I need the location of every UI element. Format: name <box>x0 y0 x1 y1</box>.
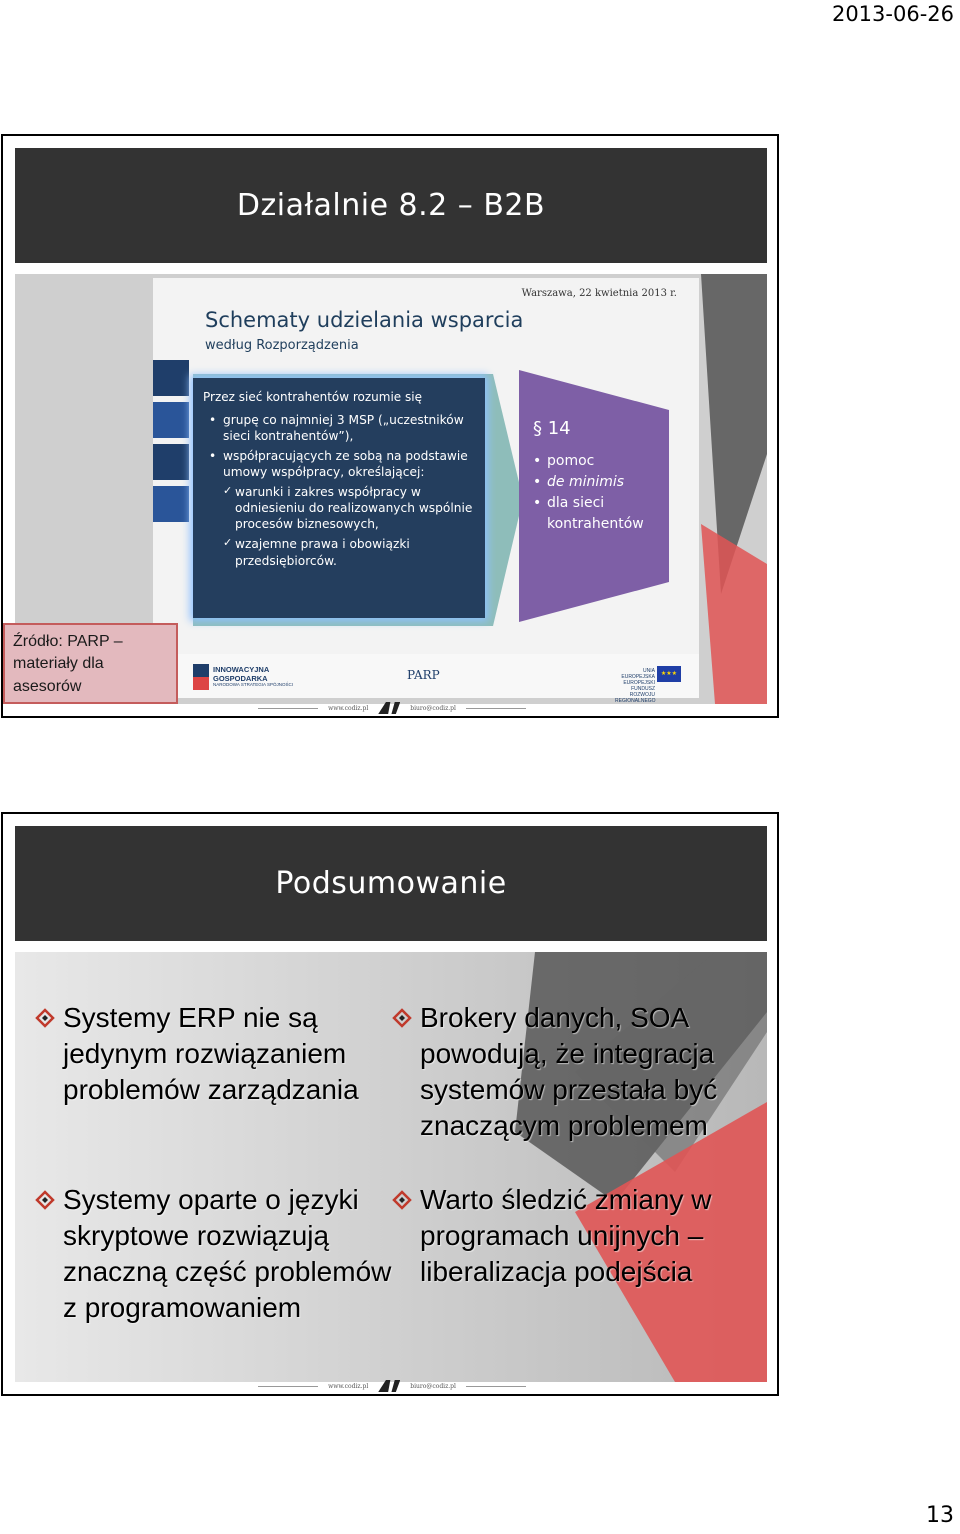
para-item: • pomoc <box>533 451 699 472</box>
summary-bullet <box>420 1000 760 1144</box>
page-number: 13 <box>926 1503 954 1528</box>
para-item: • de minimis <box>533 472 699 493</box>
embedded-screenshot <box>153 278 699 704</box>
box-intro: Przez sieć kontrahentów rozumie się <box>203 390 422 404</box>
diamond-bullet-icon <box>392 1008 412 1028</box>
slide-summary <box>1 812 779 1396</box>
slide-title-bar <box>15 826 767 941</box>
box-check-item: ✓ warunki i zakres współpracy w odniesieniu do realizowanych wspólnie procesów biznesowych, <box>203 484 475 532</box>
footer-website: www.codiz.pl <box>328 1382 369 1390</box>
embedded-date: Warszawa, 22 kwietnia 2013 r. <box>521 288 677 299</box>
para-14-block <box>533 418 699 535</box>
parp-logo: PARP <box>407 668 440 682</box>
ig-logo-subtext: NARODOWA STRATEGIA SPÓJNOŚCI <box>213 681 294 687</box>
decor-block <box>153 360 189 396</box>
summary-bullet <box>63 1182 393 1326</box>
slide-title: Działalnie 8.2 – B2B <box>236 188 546 223</box>
footer-divider <box>258 1386 318 1387</box>
codiz-logo-icon <box>378 702 400 714</box>
para-item: • dla sieci kontrahentów <box>533 493 699 535</box>
embedded-subtitle: według Rozporządzenia <box>205 338 359 353</box>
codiz-logo-icon <box>378 1380 400 1392</box>
ig-logo-text: INNOWACYJNA GOSPODARKA <box>213 665 269 683</box>
slide-title-bar <box>15 148 767 263</box>
page-date: 2013-06-26 <box>831 2 954 26</box>
footer-divider <box>466 708 526 709</box>
summary-bullet <box>63 1000 393 1108</box>
box-item: • współpracujących ze sobą na podstawie umowy współpracy, określającej: <box>203 448 475 480</box>
decor-block <box>153 402 189 438</box>
footer-email: biuro@codiz.pl <box>410 704 456 712</box>
slide-content <box>15 952 767 1382</box>
box-check-item: ✓ wzajemne prawa i obowiązki przedsiębiorców. <box>203 536 475 568</box>
definition-box <box>193 378 485 618</box>
embedded-title: Schematy udzielania wsparcia <box>205 308 524 332</box>
slide-footer <box>249 702 535 714</box>
summary-bullet <box>420 1182 750 1290</box>
slide-title: Podsumowanie <box>275 866 507 901</box>
slide-b2b <box>1 134 779 718</box>
diamond-bullet-icon <box>392 1190 412 1210</box>
bullet-text: Brokery danych, SOA powodują, że integracja systemów przestała być znaczącym problemem <box>420 1002 718 1141</box>
slide-footer <box>249 1380 535 1392</box>
bullet-text: Systemy oparte o języki skryptowe rozwiązują znaczną część problemów z programowaniem <box>63 1184 392 1323</box>
box-item: • grupę co najmniej 3 MSP („uczestników sieci kontrahentów”), <box>203 412 475 444</box>
innowacyjna-gospodarka-logo <box>193 664 293 690</box>
source-note: Źródło: PARP – materiały dla asesorów <box>3 623 178 704</box>
footer-email: biuro@codiz.pl <box>410 1382 456 1390</box>
ig-logo-icon <box>193 664 209 690</box>
bullet-text: Systemy ERP nie są jedynym rozwiązaniem problemów zarządzania <box>63 1002 359 1105</box>
footer-divider <box>258 708 318 709</box>
bullet-text: Warto śledzić zmiany w programach unijnych – liberalizacja podejścia <box>420 1184 712 1287</box>
eu-logo-text: UNIA EUROPEJSKA EUROPEJSKI FUNDUSZ ROZWOJU REGIONALNEGO <box>615 668 656 704</box>
footer-divider <box>466 1386 526 1387</box>
decor-block <box>153 444 189 480</box>
diamond-bullet-icon <box>35 1190 55 1210</box>
decor-block <box>153 486 189 522</box>
footer-website: www.codiz.pl <box>328 704 369 712</box>
eu-flag-icon: ★★★ <box>657 666 681 682</box>
paragraph-label: § 14 <box>533 418 571 439</box>
diamond-bullet-icon <box>35 1008 55 1028</box>
embedded-logos <box>153 654 699 704</box>
